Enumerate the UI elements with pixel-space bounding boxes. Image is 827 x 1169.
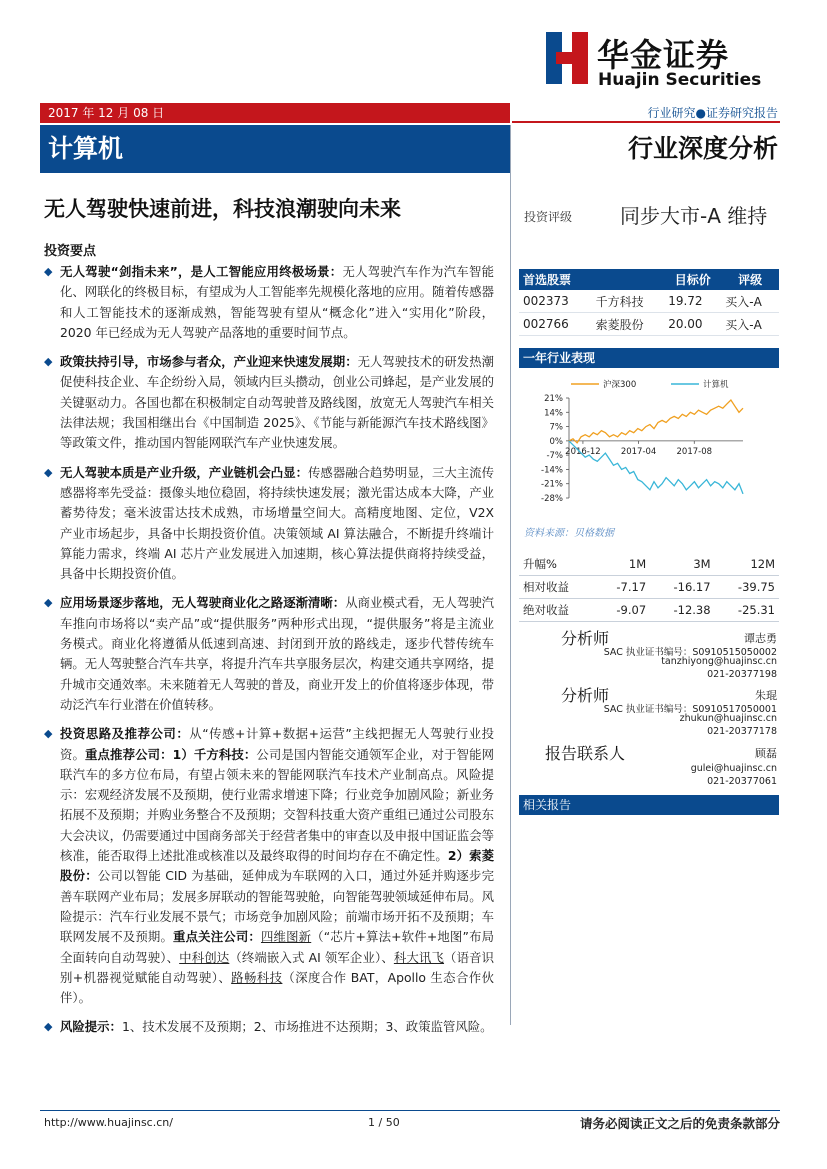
analyst-block <box>519 626 779 682</box>
key-point-body: 传感器融合趋势明显，三大主流传感器将率先受益：摄像头地位稳固，将持续快速发展；激光雷达成本大降，产业蓄势待发；毫米波雷达技术成熟，市场增量空间大。高精度地图、定位，V2X 产业市场起步，具备中长期投资价值。决策领域 AI 算法融合，不断提升终端计算能力需求，终端 AI 芯片产业发展进入加速期，核心算法提供商将持续受益，具备中长期投资价值。 <box>60 464 495 582</box>
key-point-head: 无人驾驶“剑指未来”，是人工智能应用终极场景： <box>60 264 343 279</box>
returns-table <box>519 553 779 622</box>
company-link-siwei[interactable]: 四维图新 <box>260 929 312 945</box>
key-point-head: 风险提示： <box>60 1019 122 1035</box>
table-header-cell: 目标价 <box>664 269 721 290</box>
table-header-cell: 评级 <box>721 269 779 290</box>
report-date: 2017 年 12 月 08 日 <box>40 103 510 123</box>
analyst-cert: SAC 执业证书编号：S0910515050002 <box>603 647 777 658</box>
table-row <box>519 576 779 599</box>
x-tick-label: 2017-04 <box>620 446 657 457</box>
y-tick-label: 0% <box>549 436 563 447</box>
key-point-body: 从“传感+计算+数据+运营”主线把握无人驾驶行业投资。 <box>60 726 495 762</box>
company-link-kedaxunfei[interactable]: 科大讯飞 <box>393 949 445 965</box>
report-type: 行业研究●证券研究报告 <box>512 103 780 123</box>
stock-rating: 买入-A <box>721 290 779 313</box>
analyst-cert: SAC 执业证书编号：S0910517050001 <box>603 704 777 715</box>
recommend-body: 公司是国内智能交通领军企业，对于智能网联汽车的多方位布局，有望占领未来的智能网联汽车技术产业制高点。风险提示：宏观经济发展不及预期，使行业需求增速下降；行业竞争加剧风险；新业务拓展不及预期；并购业务整合不及预期；交智科技重大资产重组已通过公司股东大会决议，仍需要通过中国商务部关于经营者集中的审查以及申报中国证监会等核准，能否取得上述批准或核准以及最终取得的时间均存在不确定性。 <box>60 746 495 864</box>
analyst-name: 朱琨 <box>755 689 777 702</box>
column-divider <box>510 125 511 1025</box>
x-tick-label: 2016-12 <box>565 446 601 457</box>
huajin-logo-mark-icon <box>546 32 588 84</box>
company-link-luchang[interactable]: 路畅科技 <box>231 969 283 985</box>
stock-rating: 买入-A <box>721 313 779 336</box>
key-point-head: 投资思路及推荐公司： <box>60 726 190 742</box>
diamond-bullet-icon: ◆ <box>44 596 53 610</box>
analyst-role: 分析师 <box>561 629 610 648</box>
key-point <box>44 463 494 585</box>
y-tick-label: 21% <box>544 394 563 404</box>
diamond-bullet-icon: ◆ <box>44 265 53 278</box>
legend-label: 沪深300 <box>603 380 637 390</box>
y-tick-label: -7% <box>546 451 563 462</box>
key-point-body: 从商业模式看，无人驾驶汽车推向市场将以“卖产品”或“提供服务”两种形式出现，“提供服务”将是主流业务模式。商业化将遵循从低速到高速、封闭到开放的路线走，逐步代替传统车辆。无人驾驶整合汽车共享，将提升汽车共享服务层次，构建交通共享网络，提升城市交通效率。未来随着无人驾驶的普及，商业开发上的价值将逐步体现，带动泛汽车行业潜在价值转移。 <box>60 595 495 712</box>
section-title: 投资要点 <box>44 244 97 259</box>
rating-label: 投资评级 <box>524 210 573 224</box>
key-point <box>44 352 494 453</box>
key-point-body: 无人驾驶汽车作为汽车智能化、网联化的终极目标，有望成为人工智能率先规模化落地的应用。随着传感器和人工智能技术的逐渐成熟，智能驾驶有望从“概念化”进入“实用化”阶段，2020 年已经成为无人驾驶产品落地的重要时间节点。 <box>60 264 494 340</box>
analyst-name: 谭志勇 <box>744 632 777 645</box>
table-header-row <box>519 553 779 576</box>
x-tick-label: 2017-08 <box>676 446 713 457</box>
company-desc: （深度合作 BAT，Apollo 生态合作伙伴）。 <box>60 969 494 1006</box>
footer-divider <box>40 1110 780 1111</box>
return-value: -25.31 <box>737 603 775 617</box>
return-value: -39.75 <box>737 580 775 594</box>
recommend-head-2: 2）索菱股份： <box>60 848 494 884</box>
key-point-head: 无人驾驶本质是产业升级，产业链机会凸显： <box>60 464 309 480</box>
table-header-cell: 12M <box>750 557 775 571</box>
contact-phone: 021-20377061 <box>707 776 777 787</box>
analyst-block <box>519 683 779 739</box>
analyst-email[interactable]: zhukun@huajinsc.cn <box>679 713 777 724</box>
table-header-cell: 3M <box>693 557 711 571</box>
return-value: -7.17 <box>616 580 647 594</box>
key-point-body: 无人驾驶技术的研发热潮促使科技企业、车企纷纷入局，领域内巨头攒动，创业公司蜂起，是产业发展的关键驱动力。各国也都在积极制定自动驾驶普及路线图，放宽无人驾驶汽车相关法律法规；我国相继出台《中国制造 2025》、《节能与新能源汽车技术路线图》等政策文件，推动国内智能网联汽车产业快速发展。 <box>60 354 495 451</box>
stock-code: 002766 <box>519 313 592 336</box>
recommend-body-2: 公司以智能 CID 为基础，延伸成为车联网的入口，通过外延并购逐步完善车联网产业布局；发展多屏联动的智能驾驶舱，向智能驾驶领域延伸布局。风险提示：汽车行业发展不景气；市场竞争加剧风险；前端市场开拓不及预期；车联网发展不及预期。 <box>60 868 495 945</box>
key-point-head: 应用场景逐步落地，无人驾驶商业化之路逐渐清晰： <box>60 595 346 611</box>
logo-text-en: Huajin Securities <box>598 70 762 90</box>
table-header-cell <box>592 269 665 290</box>
company-desc: （终端嵌入式 AI 领军企业）、 <box>229 949 394 965</box>
diamond-bullet-icon: ◆ <box>44 355 53 369</box>
return-value: -16.17 <box>673 580 711 594</box>
page-number: 1 / 50 <box>368 1116 400 1129</box>
y-tick-label: -21% <box>541 479 563 490</box>
y-tick-label: 7% <box>549 422 563 433</box>
footer-url[interactable]: http://www.huajinsc.cn/ <box>44 1116 173 1129</box>
stock-code: 002373 <box>519 290 592 313</box>
row-label: 相对收益 <box>523 580 569 594</box>
table-header-row <box>519 269 779 290</box>
contact-role: 报告联系人 <box>545 744 626 763</box>
recommend-head: 重点推荐公司：1）千方科技： <box>85 746 257 762</box>
performance-chart <box>519 370 779 520</box>
y-tick-label: 14% <box>544 408 563 419</box>
chart-source: 资料来源：贝格数据 <box>524 528 614 539</box>
diamond-bullet-icon: ◆ <box>44 465 53 479</box>
table-row <box>519 290 779 313</box>
stock-name: 索菱股份 <box>592 313 665 336</box>
rating-value: 同步大市-A 维持 <box>620 204 768 228</box>
related-reports-header: 相关报告 <box>519 795 779 815</box>
key-point-body: 1、技术发展不及预期；2、市场推进不达预期；3、政策监管风险。 <box>121 1019 493 1035</box>
contact-name: 顾磊 <box>755 747 777 760</box>
table-row <box>519 313 779 336</box>
contact-email[interactable]: gulei@huajinsc.cn <box>690 763 777 774</box>
focus-head: 重点关注公司： <box>173 929 261 945</box>
analyst-email[interactable]: tanzhiyong@huajinsc.cn <box>661 656 777 667</box>
table-header-cell: 首选股票 <box>519 269 592 290</box>
analyst-phone: 021-20377178 <box>707 726 777 737</box>
analyst-phone: 021-20377198 <box>707 669 777 680</box>
legend-label: 计算机 <box>703 380 729 390</box>
company-desc: （语音识别+机器视觉赋能自动驾驶）、 <box>60 949 495 985</box>
performance-header: 一年行业表现 <box>519 348 779 368</box>
row-label: 绝对收益 <box>523 603 569 617</box>
page-title: 无人驾驶快速前进，科技浪潮驶向未来 <box>44 197 401 221</box>
series-line-hs300 <box>569 400 743 443</box>
key-points-list <box>44 262 494 1047</box>
target-price: 19.72 <box>664 290 721 313</box>
stock-name: 千方科技 <box>592 290 665 313</box>
contact-block <box>519 741 779 789</box>
table-header-cell: 1M <box>628 557 647 571</box>
key-point-head: 政策扶持引导，市场参与者众，产业迎来快速发展期： <box>60 354 358 370</box>
diamond-bullet-icon: ◆ <box>44 1020 53 1034</box>
return-value: -12.38 <box>673 603 711 617</box>
analyst-role: 分析师 <box>561 686 610 705</box>
sector-title: 计算机 <box>40 125 510 173</box>
company-desc: （“芯片+算法+软件+地图”布局全面转向自动驾驶）、 <box>60 929 495 965</box>
company-link-zhongke[interactable]: 中科创达 <box>179 949 230 965</box>
target-price: 20.00 <box>664 313 721 336</box>
return-value: -9.07 <box>616 603 647 617</box>
footer-disclaimer: 请务必阅读正文之后的免责条款部分 <box>580 1116 781 1131</box>
stock-pick-table <box>519 269 779 336</box>
key-point-risk <box>44 1017 494 1037</box>
table-header-cell: 升幅% <box>523 557 557 571</box>
key-point <box>44 262 494 343</box>
y-tick-label: -28% <box>541 494 563 504</box>
report-kind: 行业深度分析 <box>627 134 778 163</box>
key-point-investment <box>44 724 494 1008</box>
key-point <box>44 593 494 715</box>
y-tick-label: -14% <box>541 465 563 476</box>
logo-text-cn: 华金证券 <box>597 36 730 74</box>
diamond-bullet-icon: ◆ <box>44 727 53 741</box>
table-row <box>519 599 779 622</box>
